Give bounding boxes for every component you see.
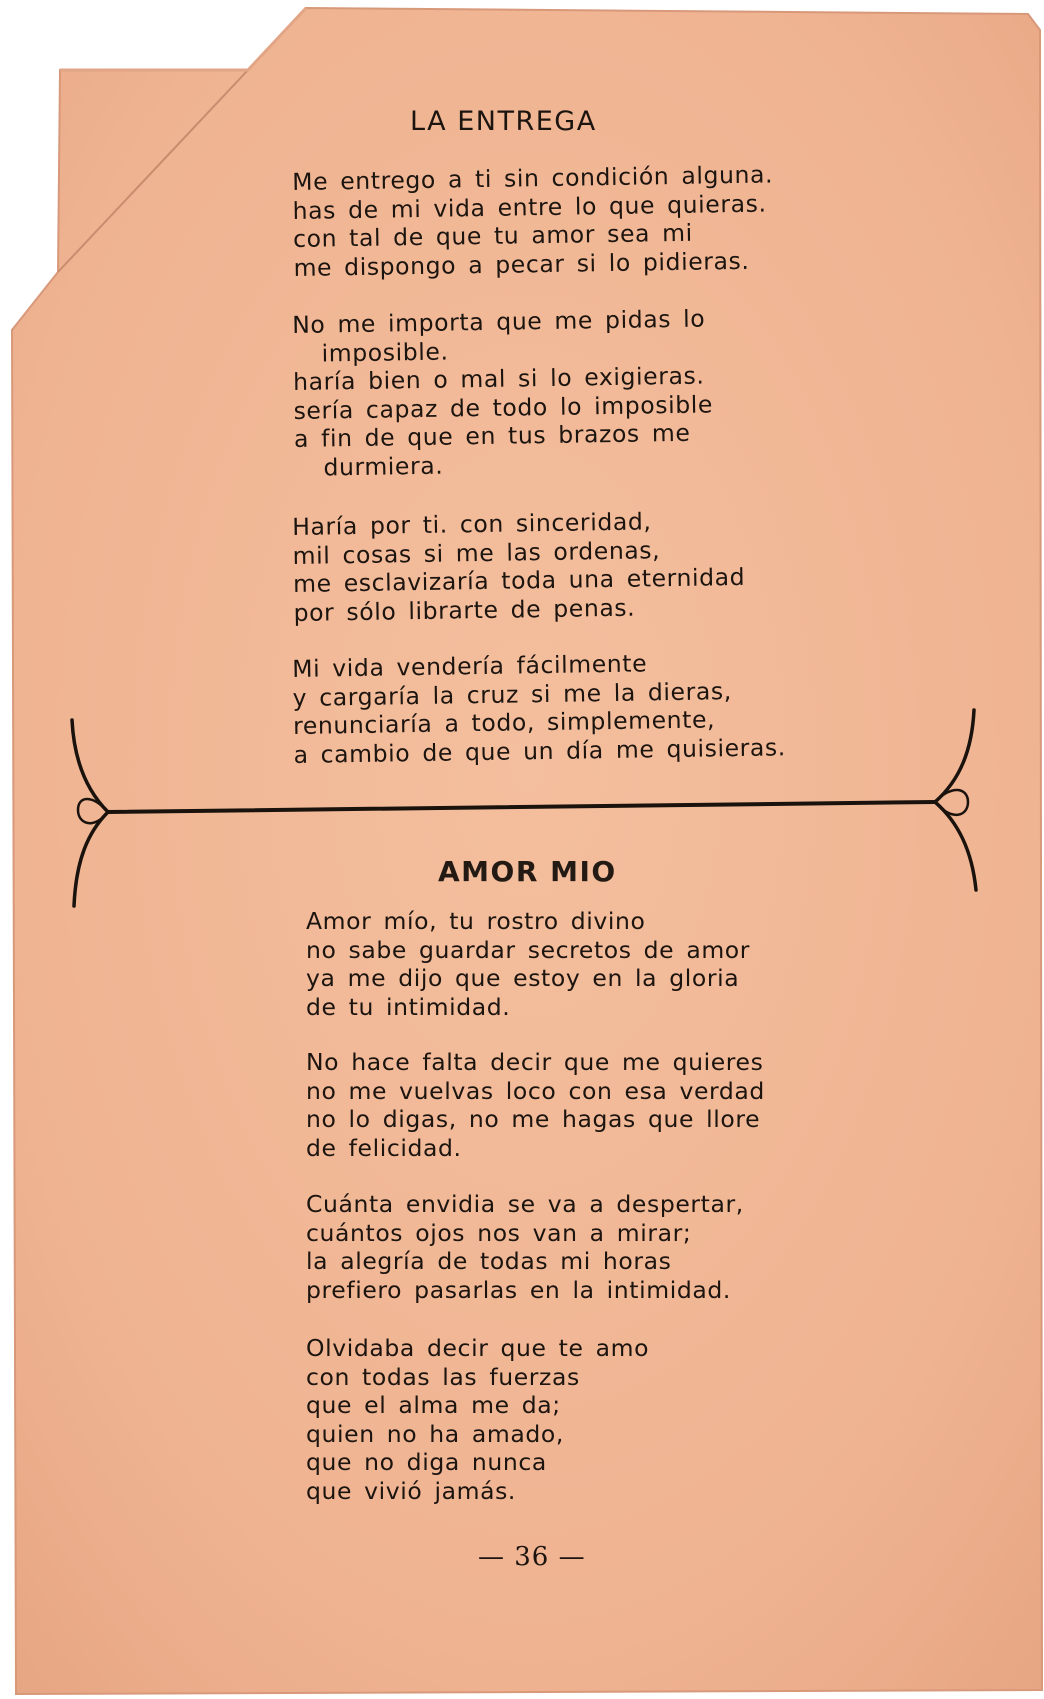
- verse-line: durmiera.: [323, 451, 444, 482]
- verse-line: has de mi vida entre lo que quieras.: [292, 189, 767, 225]
- verse-line: No hace falta decir que me quieres: [306, 1048, 764, 1076]
- poem-title-amor-mio: AMOR MIO: [438, 855, 617, 888]
- verse-line: a fin de que en tus brazos me: [293, 418, 691, 453]
- verse-line: sería capaz de todo lo imposible: [293, 389, 714, 425]
- verse-line: Amor mío, tu rostro divino: [306, 907, 646, 935]
- verse-line: Cuánta envidia se va a despertar,: [306, 1190, 744, 1218]
- poem1-stanza-1: [292, 160, 775, 282]
- verse-line: a cambio de que un día me quisieras.: [293, 732, 787, 769]
- verse-line: Haría por ti. con sinceridad,: [292, 507, 652, 541]
- verse-line: Olvidaba decir que te amo: [306, 1334, 650, 1362]
- poem2-stanza-3: [306, 1190, 744, 1304]
- verse-line: Mi vida vendería fácilmente: [292, 649, 648, 683]
- poem1-stanza-2: [292, 304, 714, 482]
- verse-line: No me importa que me pidas lo: [292, 304, 706, 339]
- verse-line: renunciaría a todo, simplemente,: [292, 705, 716, 740]
- verse-line: de tu intimidad.: [306, 992, 511, 1021]
- poem1-stanza-3: [292, 506, 746, 627]
- poem-title-la-entrega: LA ENTREGA: [410, 106, 597, 137]
- verse-line: cuántos ojos nos van a mirar;: [306, 1218, 692, 1247]
- verse-line: la alegría de todas mi horas: [306, 1247, 672, 1275]
- poem2-stanza-1: [306, 907, 750, 1021]
- verse-line: Me entrego a ti sin condición alguna.: [292, 160, 774, 196]
- verse-line: no lo digas, no me hagas que llore: [306, 1105, 761, 1133]
- page-number: — 36 —: [478, 1542, 586, 1572]
- verse-line: ya me dijo que estoy en la gloria: [306, 964, 740, 992]
- verse-line: de felicidad.: [306, 1133, 462, 1162]
- verse-line: quien no ha amado,: [306, 1419, 564, 1448]
- verse-line: por sólo librarte de penas.: [293, 593, 636, 627]
- poem2-stanza-2: [306, 1048, 765, 1162]
- verse-line: que no diga nunca: [306, 1448, 547, 1476]
- verse-line: no me vuelvas loco con esa verdad: [306, 1076, 765, 1105]
- verse-line: y cargaría la cruz si me la dieras,: [292, 676, 732, 712]
- verse-line: mil cosas si me las ordenas,: [292, 535, 661, 570]
- verse-line: me dispongo a pecar si lo pidieras.: [293, 246, 750, 282]
- verse-line: que el alma me da;: [306, 1391, 561, 1419]
- verse-line: no sabe guardar secretos de amor: [306, 935, 751, 964]
- verse-line: con todas las fuerzas: [306, 1362, 580, 1391]
- verse-line: que vivió jamás.: [306, 1476, 516, 1505]
- verse-line: me esclavizaría toda una eternidad: [292, 562, 746, 598]
- verse-line: prefiero pasarlas en la intimidad.: [306, 1275, 731, 1304]
- poem2-stanza-4: [306, 1334, 649, 1505]
- poem1-stanza-4: [292, 647, 786, 769]
- verse-line: haría bien o mal si lo exigieras.: [292, 361, 705, 396]
- verse-line: con tal de que tu amor sea mi: [292, 218, 693, 253]
- verse-line: imposible.: [321, 337, 449, 368]
